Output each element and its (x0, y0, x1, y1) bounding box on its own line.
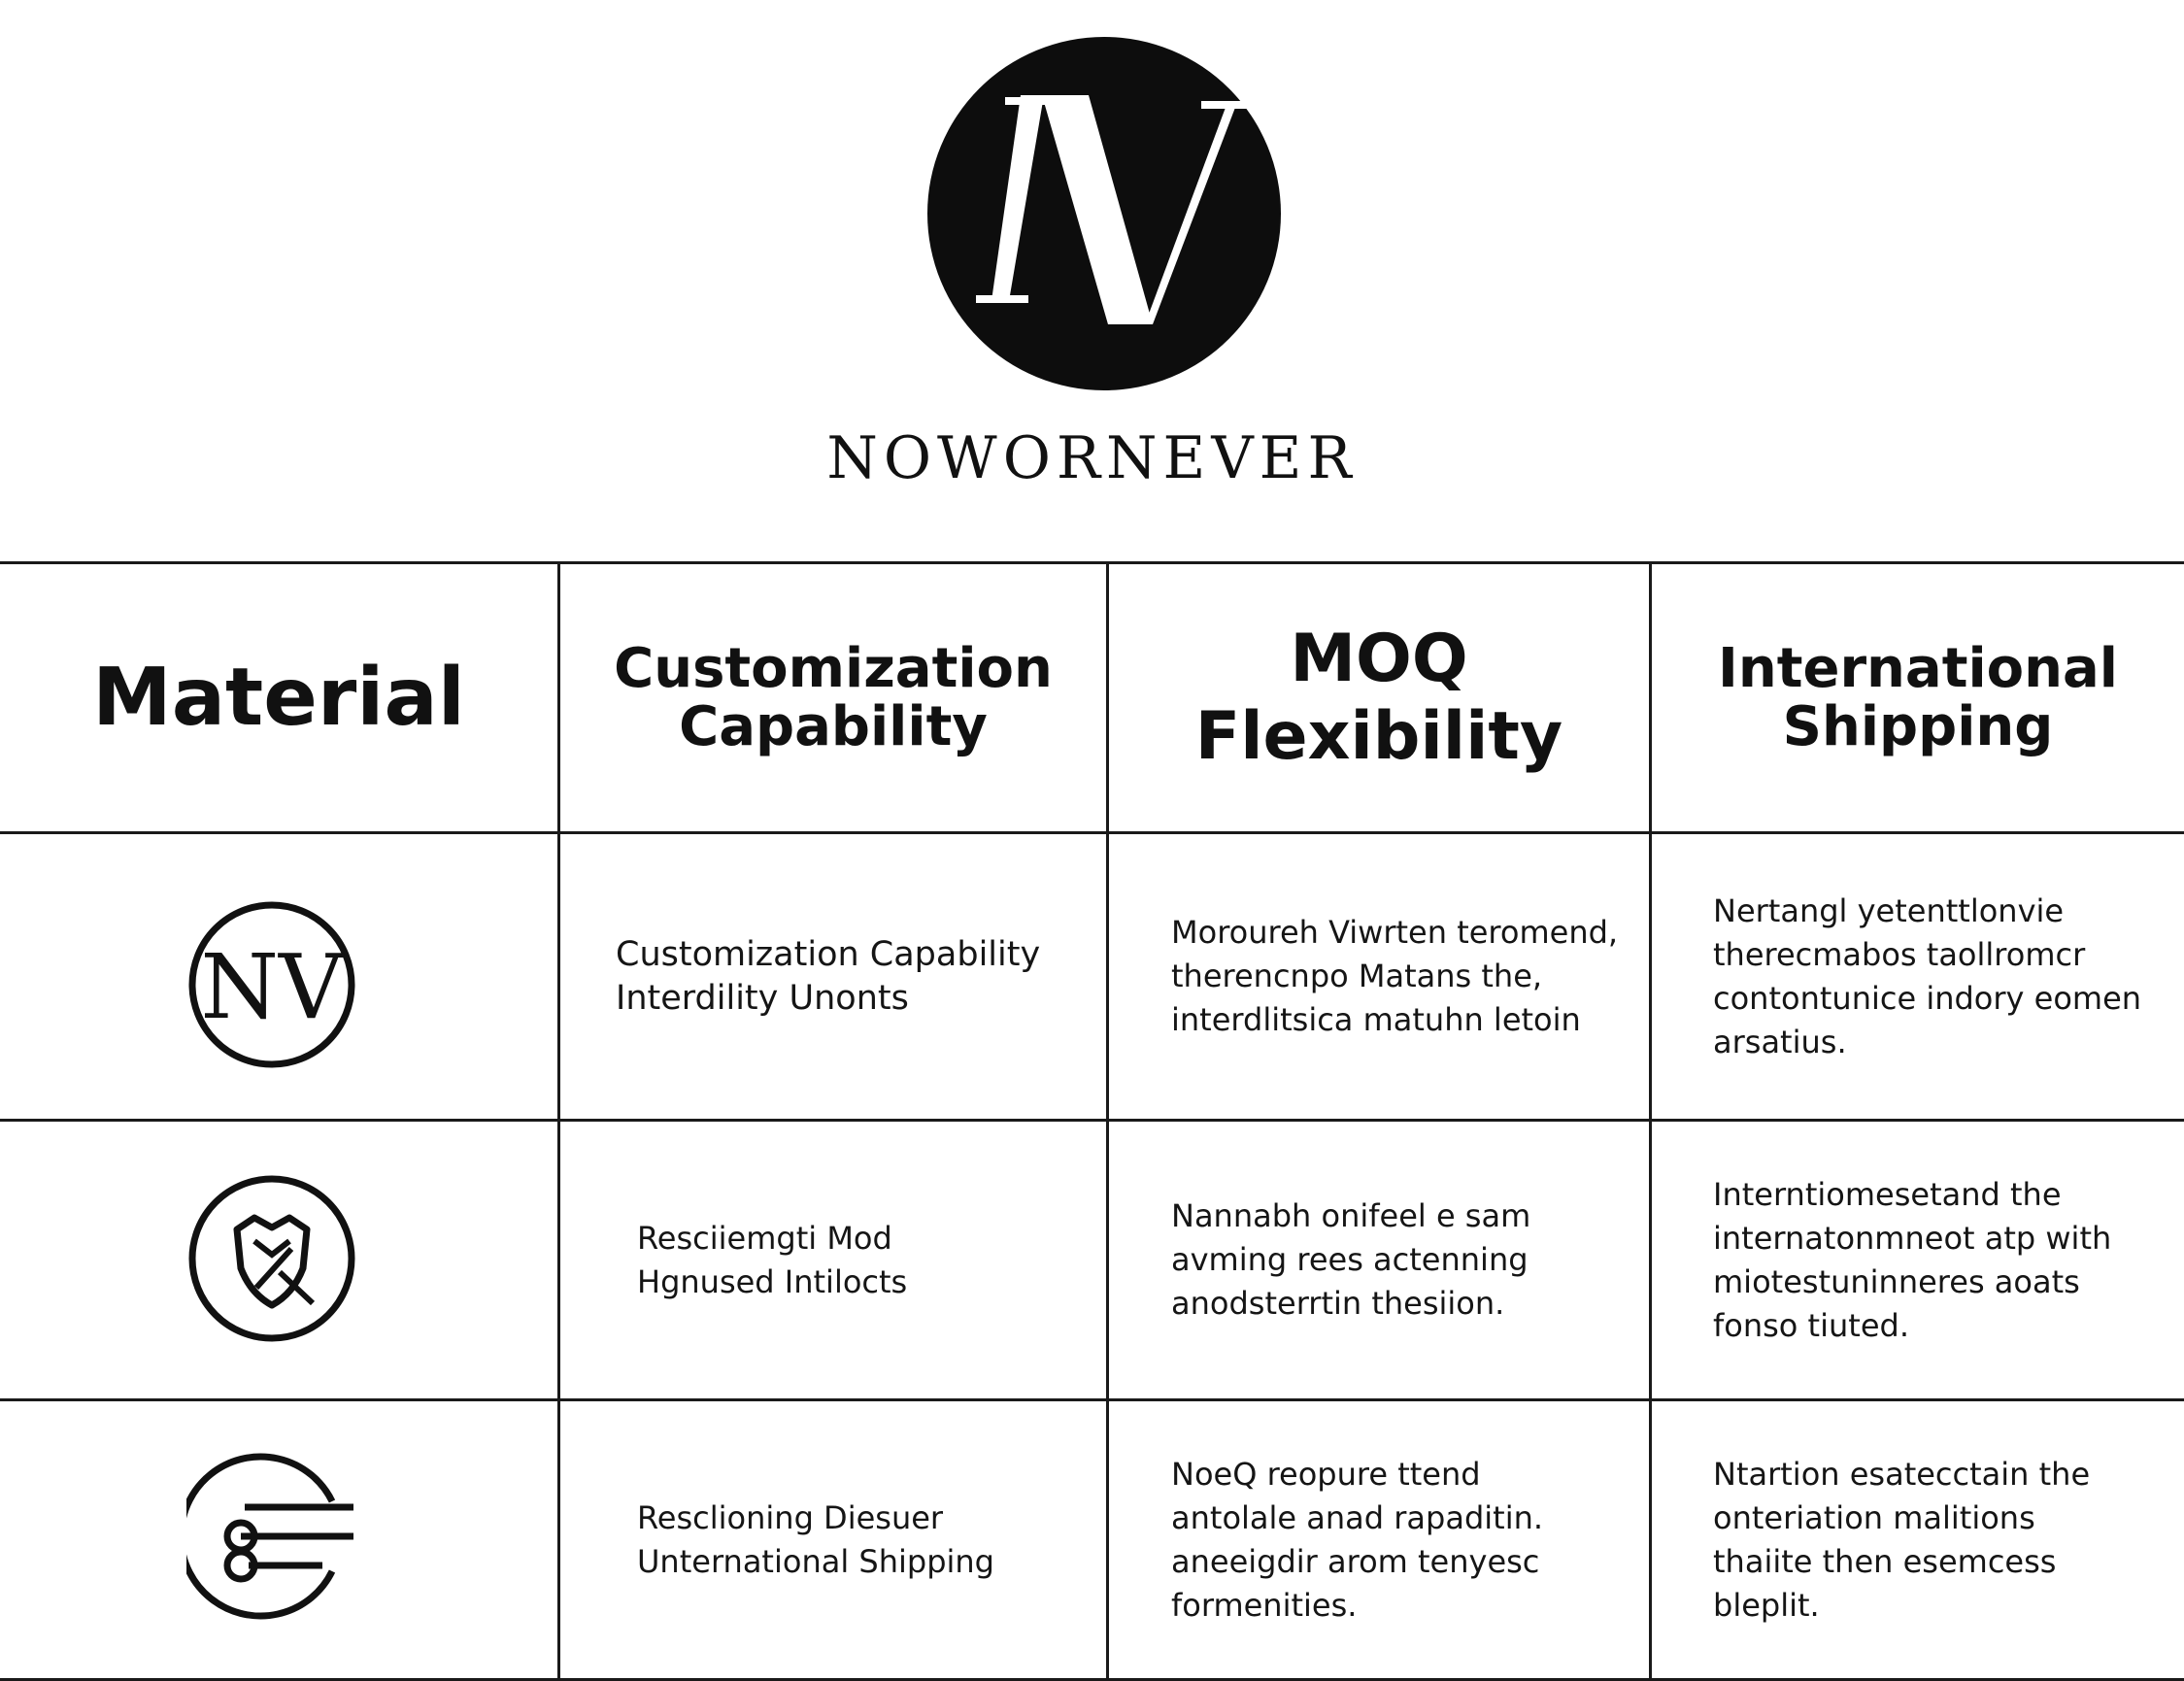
comparison-table (0, 561, 2184, 1681)
customization-detail: Customization Capability Interdility Unonts (616, 934, 1041, 1018)
table-cell (637, 1122, 1106, 1398)
column-header-material: Material (92, 651, 465, 744)
column-header-customization: Customization Capability (614, 636, 1053, 758)
column-header-moq: MOQ Flexibility (1194, 620, 1563, 775)
shipping-detail: Nertangl yetenttlonvie therecmabos taollromcr contontunice indory eomen arsatius. (1713, 891, 2142, 1060)
table-cell (1171, 1122, 1649, 1398)
shipping-detail: Ntartion esatecctain the onteriation malitions thaiite then esemcess bleplit. (1713, 1455, 2091, 1624)
moq-detail: NoeQ reopure ttend antolale anad rapaditin. aneeigdir arom tenyesc formenities. (1171, 1455, 1544, 1624)
table-cell (1713, 834, 2184, 1119)
moq-detail: Moroureh Viwrten teromend, therencnpo Matans the, interdlitsica matuhn letoin (1171, 914, 1619, 1038)
table-cell (616, 834, 1106, 1119)
svg-text:NV: NV (200, 935, 344, 1039)
nv-monogram-circle-icon (186, 899, 357, 1070)
nv-monogram-logo-icon (927, 37, 1281, 390)
table-cell (1171, 1401, 1649, 1678)
shipping-lines-circle-icon (186, 1451, 357, 1622)
table-cell (1171, 834, 1649, 1119)
brand-name: NOWORNEVER (826, 424, 1358, 492)
table-cell (637, 1401, 1106, 1678)
customization-detail: Resciiemgti Mod Hgnused Intilocts (637, 1219, 908, 1300)
table-cell (1713, 1122, 2184, 1398)
shipping-detail: Interntiomesetand the internatonmneot atp with miotestuninneres aoats fonso tiuted. (1713, 1175, 2112, 1344)
moq-detail: Nannabh onifeel e sam avming rees actenning anodsterrtin thesiion. (1171, 1197, 1531, 1322)
customization-detail: Resclioning Diesuer Unternational Shipping (637, 1498, 994, 1580)
table-cell (1713, 1401, 2184, 1678)
shield-crest-circle-icon (186, 1173, 357, 1344)
column-header-shipping: International Shipping (1717, 636, 2118, 758)
